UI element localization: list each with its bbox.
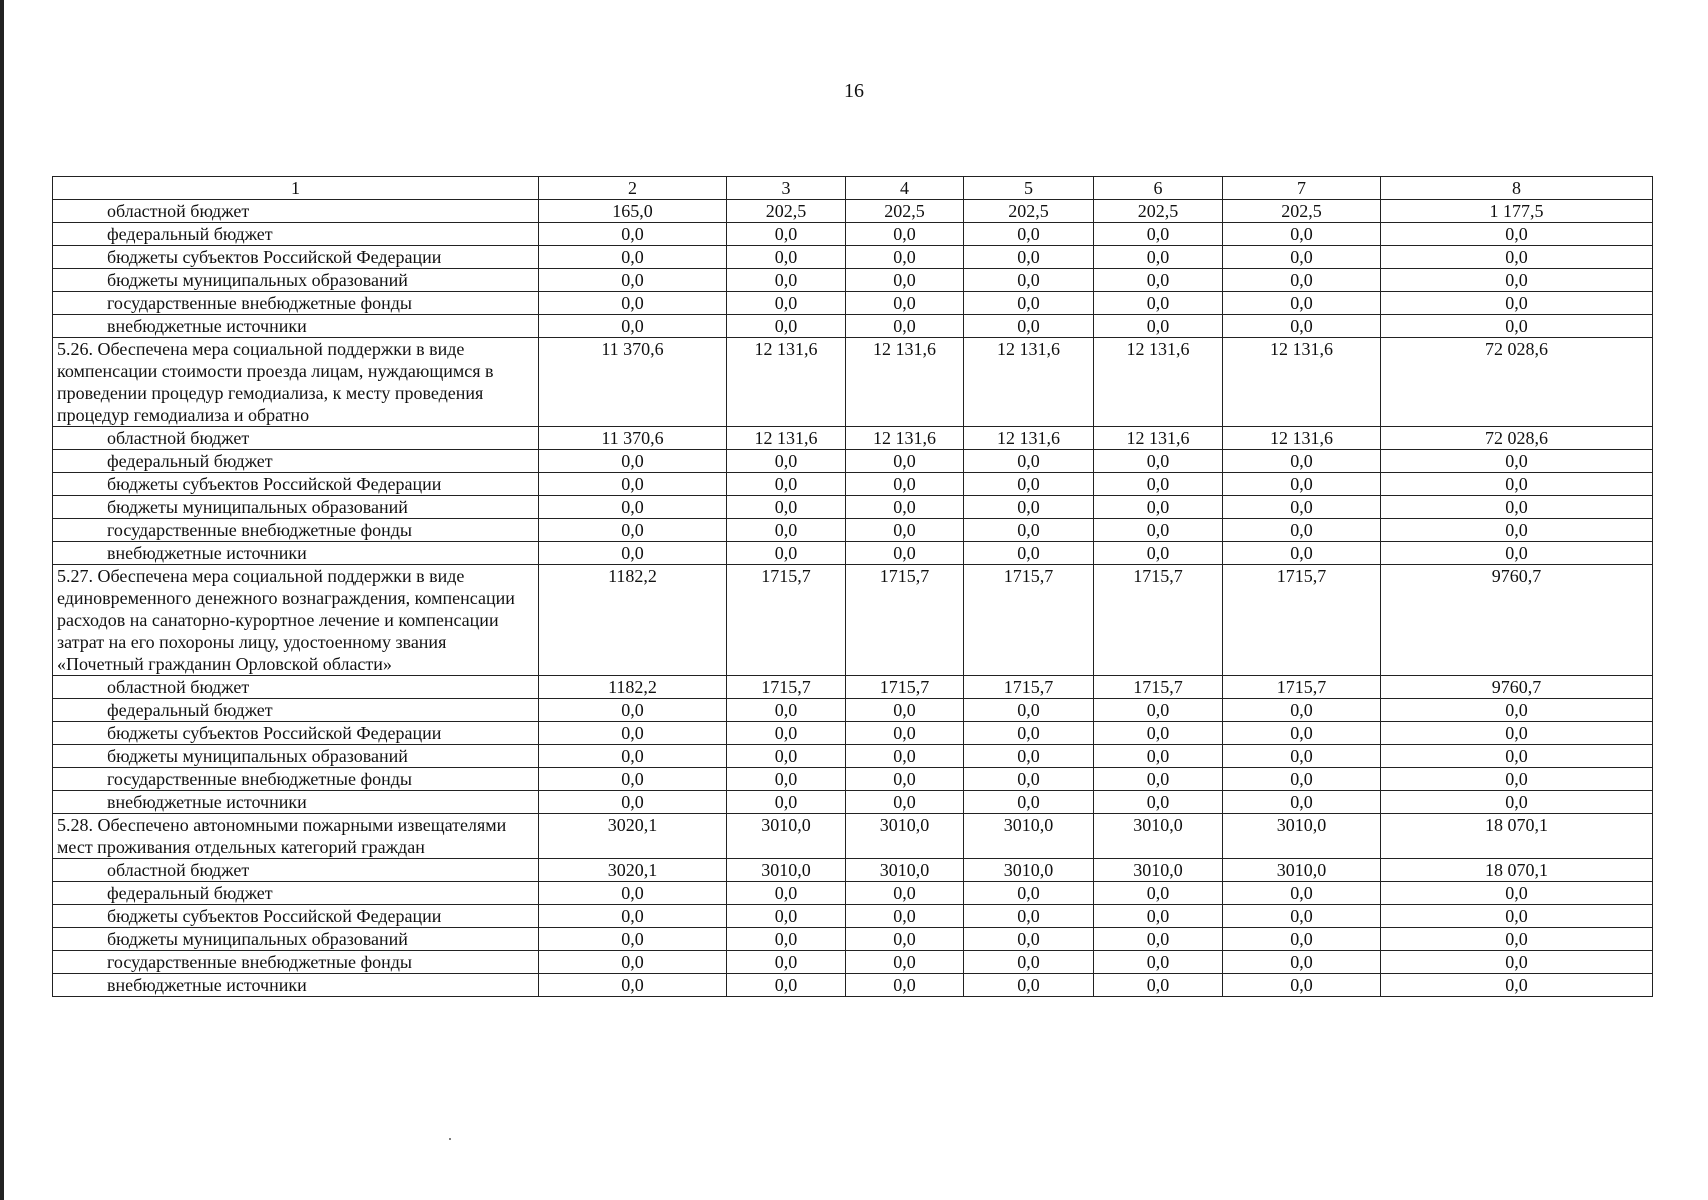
value-cell: 0,0 <box>1381 223 1653 246</box>
value-cell: 0,0 <box>1223 882 1381 905</box>
value-cell: 0,0 <box>846 951 964 974</box>
value-cell: 3010,0 <box>964 859 1094 882</box>
source-name-cell: государственные внебюджетные фонды <box>53 951 539 974</box>
value-cell: 0,0 <box>846 292 964 315</box>
source-row <box>53 699 1653 722</box>
value-cell: 0,0 <box>964 951 1094 974</box>
value-cell: 0,0 <box>727 905 846 928</box>
source-row <box>53 928 1653 951</box>
value-cell: 1182,2 <box>539 676 727 699</box>
source-row <box>53 246 1653 269</box>
value-cell: 0,0 <box>1381 768 1653 791</box>
value-cell: 0,0 <box>727 496 846 519</box>
source-row <box>53 292 1653 315</box>
value-cell: 3020,1 <box>539 859 727 882</box>
header-cell: 3 <box>727 177 846 200</box>
value-cell: 1715,7 <box>846 565 964 676</box>
source-row <box>53 905 1653 928</box>
header-cell: 2 <box>539 177 727 200</box>
table-body <box>53 177 1653 997</box>
value-cell: 0,0 <box>1381 882 1653 905</box>
value-cell: 0,0 <box>727 269 846 292</box>
value-cell: 0,0 <box>727 928 846 951</box>
value-cell: 0,0 <box>1381 974 1653 997</box>
value-cell: 0,0 <box>846 768 964 791</box>
value-cell: 0,0 <box>727 722 846 745</box>
value-cell: 0,0 <box>846 722 964 745</box>
source-row <box>53 450 1653 473</box>
value-cell: 0,0 <box>539 542 727 565</box>
source-name-cell: федеральный бюджет <box>53 699 539 722</box>
value-cell: 202,5 <box>727 200 846 223</box>
scan-edge-line <box>0 0 4 1200</box>
value-cell: 12 131,6 <box>1223 427 1381 450</box>
value-cell: 1715,7 <box>964 676 1094 699</box>
value-cell: 0,0 <box>1094 519 1223 542</box>
value-cell: 0,0 <box>846 269 964 292</box>
value-cell: 0,0 <box>727 315 846 338</box>
value-cell: 0,0 <box>539 315 727 338</box>
source-name-cell: бюджеты субъектов Российской Федерации <box>53 905 539 928</box>
source-row <box>53 974 1653 997</box>
source-row <box>53 269 1653 292</box>
value-cell: 0,0 <box>1223 450 1381 473</box>
value-cell: 18 070,1 <box>1381 859 1653 882</box>
value-cell: 0,0 <box>1094 745 1223 768</box>
value-cell: 0,0 <box>1223 951 1381 974</box>
source-row <box>53 223 1653 246</box>
value-cell: 0,0 <box>727 473 846 496</box>
value-cell: 0,0 <box>964 315 1094 338</box>
value-cell: 0,0 <box>846 519 964 542</box>
section-title-cell: 5.28. Обеспечено автономными пожарными извещателями мест проживания отдельных категорий граждан <box>53 814 539 859</box>
value-cell: 0,0 <box>1094 791 1223 814</box>
value-cell: 0,0 <box>1094 722 1223 745</box>
value-cell: 3010,0 <box>846 814 964 859</box>
header-cell: 7 <box>1223 177 1381 200</box>
value-cell: 0,0 <box>846 974 964 997</box>
source-name-cell: бюджеты субъектов Российской Федерации <box>53 473 539 496</box>
value-cell: 0,0 <box>1381 269 1653 292</box>
value-cell: 3010,0 <box>1094 859 1223 882</box>
value-cell: 0,0 <box>539 450 727 473</box>
value-cell: 0,0 <box>964 292 1094 315</box>
source-name-cell: федеральный бюджет <box>53 223 539 246</box>
value-cell: 0,0 <box>964 722 1094 745</box>
source-name-cell: бюджеты муниципальных образований <box>53 269 539 292</box>
value-cell: 0,0 <box>727 699 846 722</box>
value-cell: 0,0 <box>1381 928 1653 951</box>
value-cell: 12 131,6 <box>1094 338 1223 427</box>
value-cell: 0,0 <box>1381 496 1653 519</box>
header-cell: 5 <box>964 177 1094 200</box>
value-cell: 0,0 <box>846 905 964 928</box>
value-cell: 0,0 <box>539 496 727 519</box>
value-cell: 12 131,6 <box>727 338 846 427</box>
value-cell: 0,0 <box>1381 315 1653 338</box>
source-name-cell: бюджеты муниципальных образований <box>53 745 539 768</box>
value-cell: 0,0 <box>1223 791 1381 814</box>
value-cell: 0,0 <box>1094 882 1223 905</box>
source-name-cell: федеральный бюджет <box>53 450 539 473</box>
source-name-cell: государственные внебюджетные фонды <box>53 292 539 315</box>
source-row <box>53 315 1653 338</box>
source-name-cell: федеральный бюджет <box>53 882 539 905</box>
value-cell: 3010,0 <box>727 814 846 859</box>
value-cell: 1715,7 <box>846 676 964 699</box>
header-cell: 4 <box>846 177 964 200</box>
value-cell: 0,0 <box>1094 473 1223 496</box>
value-cell: 3020,1 <box>539 814 727 859</box>
source-row <box>53 473 1653 496</box>
value-cell: 0,0 <box>964 791 1094 814</box>
source-name-cell: бюджеты муниципальных образований <box>53 928 539 951</box>
value-cell: 0,0 <box>1381 519 1653 542</box>
value-cell: 0,0 <box>539 974 727 997</box>
value-cell: 0,0 <box>539 699 727 722</box>
source-name-cell: внебюджетные источники <box>53 974 539 997</box>
source-row <box>53 745 1653 768</box>
value-cell: 12 131,6 <box>846 338 964 427</box>
value-cell: 0,0 <box>539 951 727 974</box>
value-cell: 0,0 <box>1094 246 1223 269</box>
value-cell: 0,0 <box>964 246 1094 269</box>
value-cell: 0,0 <box>846 496 964 519</box>
value-cell: 0,0 <box>539 745 727 768</box>
value-cell: 0,0 <box>1223 905 1381 928</box>
source-name-cell: внебюджетные источники <box>53 315 539 338</box>
value-cell: 0,0 <box>727 768 846 791</box>
value-cell: 0,0 <box>1381 450 1653 473</box>
value-cell: 0,0 <box>1223 223 1381 246</box>
value-cell: 11 370,6 <box>539 427 727 450</box>
value-cell: 0,0 <box>964 768 1094 791</box>
value-cell: 3010,0 <box>964 814 1094 859</box>
value-cell: 0,0 <box>846 745 964 768</box>
section-row <box>53 338 1653 427</box>
source-row <box>53 496 1653 519</box>
value-cell: 3010,0 <box>1223 859 1381 882</box>
value-cell: 0,0 <box>1223 292 1381 315</box>
value-cell: 0,0 <box>1094 450 1223 473</box>
section-row <box>53 565 1653 676</box>
value-cell: 1715,7 <box>964 565 1094 676</box>
value-cell: 0,0 <box>964 928 1094 951</box>
section-title-cell: 5.26. Обеспечена мера социальной поддержки в виде компенсации стоимости проезда лицам, нуждающимся в проведении процедур гемодиализа, к месту проведения процедур гемодиализа и обратно <box>53 338 539 427</box>
value-cell: 0,0 <box>539 223 727 246</box>
value-cell: 12 131,6 <box>1094 427 1223 450</box>
value-cell: 202,5 <box>1094 200 1223 223</box>
value-cell: 0,0 <box>1381 542 1653 565</box>
value-cell: 0,0 <box>1223 473 1381 496</box>
value-cell: 0,0 <box>727 223 846 246</box>
value-cell: 0,0 <box>1223 519 1381 542</box>
value-cell: 0,0 <box>539 246 727 269</box>
value-cell: 0,0 <box>846 246 964 269</box>
value-cell: 0,0 <box>1094 974 1223 997</box>
value-cell: 9760,7 <box>1381 676 1653 699</box>
source-name-cell: областной бюджет <box>53 859 539 882</box>
value-cell: 0,0 <box>846 882 964 905</box>
value-cell: 0,0 <box>1094 542 1223 565</box>
value-cell: 0,0 <box>964 223 1094 246</box>
value-cell: 0,0 <box>964 745 1094 768</box>
value-cell: 0,0 <box>1381 951 1653 974</box>
value-cell: 0,0 <box>964 473 1094 496</box>
value-cell: 0,0 <box>846 473 964 496</box>
value-cell: 0,0 <box>846 315 964 338</box>
header-row <box>53 177 1653 200</box>
value-cell: 0,0 <box>1223 722 1381 745</box>
value-cell: 202,5 <box>1223 200 1381 223</box>
value-cell: 0,0 <box>539 722 727 745</box>
source-name-cell: областной бюджет <box>53 427 539 450</box>
page-number: 16 <box>844 80 864 102</box>
value-cell: 0,0 <box>539 882 727 905</box>
value-cell: 1182,2 <box>539 565 727 676</box>
value-cell: 0,0 <box>727 745 846 768</box>
section-title-cell: 5.27. Обеспечена мера социальной поддержки в виде единовременного денежного вознаграждения, компенсации расходов на санаторно-курортное лечение и компенсации затрат на его похороны лицу, удостоенному звания «Почетный гражданин Орловской области» <box>53 565 539 676</box>
value-cell: 0,0 <box>1094 699 1223 722</box>
value-cell: 0,0 <box>846 699 964 722</box>
value-cell: 202,5 <box>964 200 1094 223</box>
value-cell: 0,0 <box>846 791 964 814</box>
value-cell: 0,0 <box>539 519 727 542</box>
value-cell: 0,0 <box>1381 722 1653 745</box>
value-cell: 0,0 <box>1094 496 1223 519</box>
source-name-cell: государственные внебюджетные фонды <box>53 768 539 791</box>
value-cell: 0,0 <box>1094 269 1223 292</box>
source-row <box>53 427 1653 450</box>
source-row <box>53 200 1653 223</box>
value-cell: 202,5 <box>846 200 964 223</box>
value-cell: 0,0 <box>1223 745 1381 768</box>
source-name-cell: областной бюджет <box>53 676 539 699</box>
value-cell: 0,0 <box>1223 269 1381 292</box>
value-cell: 0,0 <box>727 519 846 542</box>
value-cell: 11 370,6 <box>539 338 727 427</box>
value-cell: 0,0 <box>539 928 727 951</box>
section-row <box>53 814 1653 859</box>
value-cell: 0,0 <box>964 882 1094 905</box>
source-row <box>53 519 1653 542</box>
value-cell: 0,0 <box>1223 496 1381 519</box>
value-cell: 0,0 <box>1223 768 1381 791</box>
value-cell: 0,0 <box>964 974 1094 997</box>
value-cell: 0,0 <box>1223 315 1381 338</box>
value-cell: 0,0 <box>1223 542 1381 565</box>
value-cell: 0,0 <box>727 791 846 814</box>
value-cell: 0,0 <box>1381 473 1653 496</box>
value-cell: 0,0 <box>964 699 1094 722</box>
value-cell: 72 028,6 <box>1381 338 1653 427</box>
value-cell: 0,0 <box>846 223 964 246</box>
value-cell: 12 131,6 <box>727 427 846 450</box>
value-cell: 0,0 <box>727 292 846 315</box>
value-cell: 0,0 <box>539 791 727 814</box>
value-cell: 0,0 <box>727 542 846 565</box>
source-row <box>53 676 1653 699</box>
value-cell: 0,0 <box>539 905 727 928</box>
value-cell: 0,0 <box>1223 699 1381 722</box>
value-cell: 0,0 <box>1223 928 1381 951</box>
value-cell: 0,0 <box>1223 246 1381 269</box>
value-cell: 3010,0 <box>1223 814 1381 859</box>
value-cell: 1715,7 <box>1223 565 1381 676</box>
value-cell: 18 070,1 <box>1381 814 1653 859</box>
source-name-cell: внебюджетные источники <box>53 542 539 565</box>
value-cell: 0,0 <box>727 974 846 997</box>
value-cell: 0,0 <box>1381 745 1653 768</box>
header-cell: 1 <box>53 177 539 200</box>
source-name-cell: областной бюджет <box>53 200 539 223</box>
budget-table <box>52 176 1653 997</box>
value-cell: 0,0 <box>1381 791 1653 814</box>
value-cell: 0,0 <box>1094 292 1223 315</box>
value-cell: 0,0 <box>727 882 846 905</box>
source-row <box>53 859 1653 882</box>
value-cell: 0,0 <box>1094 928 1223 951</box>
value-cell: 0,0 <box>1094 768 1223 791</box>
header-cell: 8 <box>1381 177 1653 200</box>
value-cell: 0,0 <box>539 768 727 791</box>
value-cell: 0,0 <box>1223 974 1381 997</box>
value-cell: 0,0 <box>1094 905 1223 928</box>
source-name-cell: бюджеты субъектов Российской Федерации <box>53 722 539 745</box>
source-row <box>53 882 1653 905</box>
source-row <box>53 542 1653 565</box>
value-cell: 0,0 <box>1094 223 1223 246</box>
value-cell: 0,0 <box>1381 905 1653 928</box>
value-cell: 0,0 <box>964 519 1094 542</box>
value-cell: 12 131,6 <box>964 427 1094 450</box>
source-name-cell: бюджеты субъектов Российской Федерации <box>53 246 539 269</box>
value-cell: 0,0 <box>846 928 964 951</box>
value-cell: 0,0 <box>539 292 727 315</box>
value-cell: 72 028,6 <box>1381 427 1653 450</box>
source-name-cell: внебюджетные источники <box>53 791 539 814</box>
value-cell: 0,0 <box>1094 315 1223 338</box>
value-cell: 1715,7 <box>727 565 846 676</box>
value-cell: 1715,7 <box>1094 565 1223 676</box>
value-cell: 3010,0 <box>846 859 964 882</box>
value-cell: 3010,0 <box>727 859 846 882</box>
value-cell: 0,0 <box>1381 699 1653 722</box>
value-cell: 165,0 <box>539 200 727 223</box>
value-cell: 1715,7 <box>727 676 846 699</box>
value-cell: 0,0 <box>964 905 1094 928</box>
value-cell: 0,0 <box>727 246 846 269</box>
value-cell: 9760,7 <box>1381 565 1653 676</box>
value-cell: 1 177,5 <box>1381 200 1653 223</box>
value-cell: 0,0 <box>964 450 1094 473</box>
value-cell: 0,0 <box>846 542 964 565</box>
value-cell: 12 131,6 <box>964 338 1094 427</box>
value-cell: 0,0 <box>539 269 727 292</box>
value-cell: 0,0 <box>1381 292 1653 315</box>
source-name-cell: государственные внебюджетные фонды <box>53 519 539 542</box>
scan-speck <box>449 1138 451 1140</box>
value-cell: 12 131,6 <box>846 427 964 450</box>
value-cell: 12 131,6 <box>1223 338 1381 427</box>
value-cell: 0,0 <box>539 473 727 496</box>
source-row <box>53 768 1653 791</box>
value-cell: 0,0 <box>964 269 1094 292</box>
value-cell: 3010,0 <box>1094 814 1223 859</box>
value-cell: 1715,7 <box>1094 676 1223 699</box>
value-cell: 0,0 <box>727 951 846 974</box>
value-cell: 1715,7 <box>1223 676 1381 699</box>
value-cell: 0,0 <box>964 542 1094 565</box>
source-name-cell: бюджеты муниципальных образований <box>53 496 539 519</box>
value-cell: 0,0 <box>1381 246 1653 269</box>
value-cell: 0,0 <box>727 450 846 473</box>
value-cell: 0,0 <box>964 496 1094 519</box>
source-row <box>53 951 1653 974</box>
source-row <box>53 722 1653 745</box>
source-row <box>53 791 1653 814</box>
value-cell: 0,0 <box>846 450 964 473</box>
header-cell: 6 <box>1094 177 1223 200</box>
value-cell: 0,0 <box>1094 951 1223 974</box>
